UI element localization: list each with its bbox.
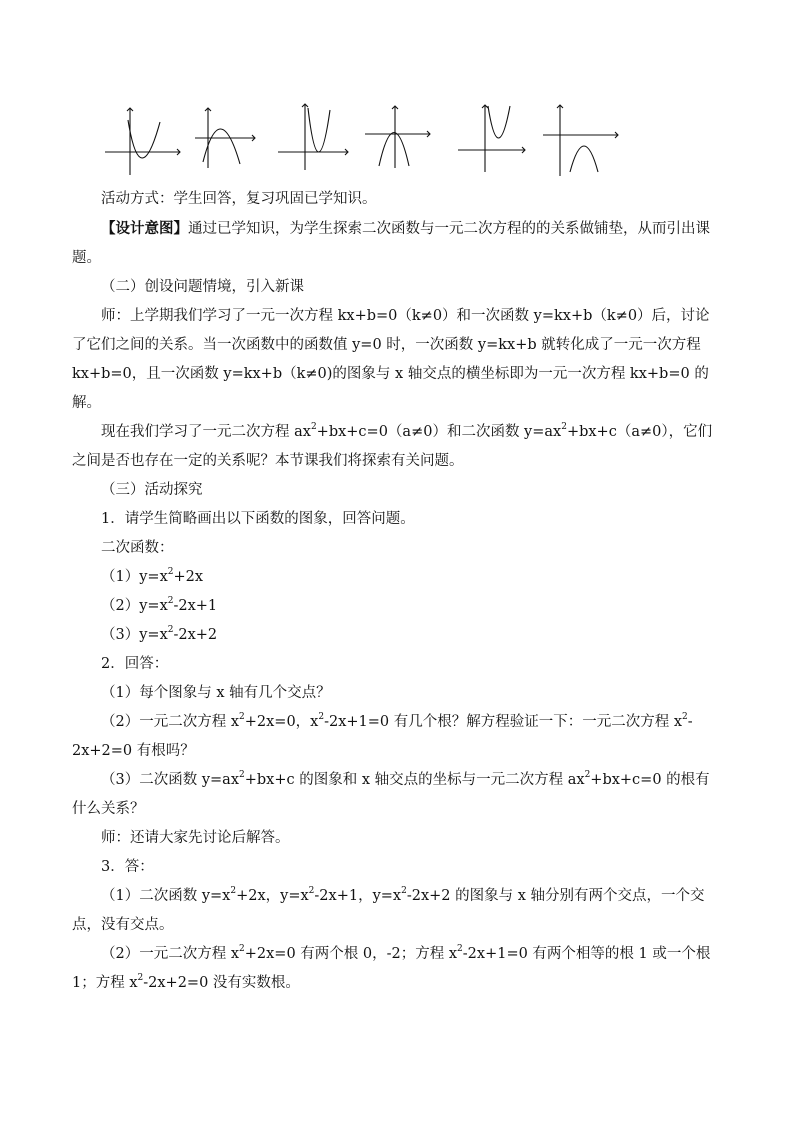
text-run: +bx+c 的图象和 x 轴交点的坐标与一元二次方程 ax <box>244 772 585 788</box>
text-run: 现在我们学习了一元二次方程 ax <box>101 424 311 440</box>
paragraph-p1 <box>72 185 722 214</box>
text-run: 【设计意图】 <box>101 220 188 237</box>
superscript: 2 <box>239 712 245 723</box>
superscript: 2 <box>310 422 317 433</box>
text-run: +bx+c=0（a≠0）和二次函数 y=ax <box>316 424 562 440</box>
text-run: 活动方式：学生回答，复习巩固已学知识。 <box>101 191 377 207</box>
text-run: 1．请学生简略画出以下函数的图象，回答问题。 <box>101 511 415 527</box>
text-run: （1）每个图象与 x 轴有几个交点？ <box>101 685 331 701</box>
sketch-1 <box>105 108 180 175</box>
text-run: -2x+2 的图象与 x 轴分别有两个交点，一个交点，没有交点。 <box>72 888 705 933</box>
paragraph-p18 <box>72 882 722 940</box>
lesson-text <box>72 185 722 998</box>
text-run: （2）y=x <box>101 598 168 614</box>
sketch-2 <box>195 108 255 168</box>
paragraph-p19 <box>72 940 722 998</box>
superscript: 2 <box>239 770 245 781</box>
superscript: 2 <box>167 596 174 607</box>
paragraph-p14 <box>72 708 722 766</box>
sketch-3 <box>278 104 348 170</box>
text-run: （三）活动探究 <box>101 482 203 498</box>
text-run: （3）y=x <box>101 627 168 643</box>
text-run: +2x <box>173 569 204 585</box>
superscript: 2 <box>230 886 237 897</box>
parabola-sketches <box>100 100 640 180</box>
superscript: 2 <box>167 625 174 636</box>
text-run: +bx+c（a≠0），它们之间是否也存在一定的关系呢？本节课我们将探索有关问题。 <box>72 424 713 469</box>
text-run: 师：还请大家先讨论后解答。 <box>101 830 290 846</box>
paragraph-p15 <box>72 766 722 824</box>
sketch-5 <box>458 105 525 172</box>
text-run: 师：上学期我们学习了一元一次方程 kx+b=0（k≠0）和一次函数 y=kx+b（k≠0）后，讨论了它们之间的关系。当一次函数中的函数值 y=0 时，一次函数 y=kx+b 就转化成了一元一次方程 kx+b=0，且一次函数 y=kx+b（k≠0)的图象与 x 轴交点的横坐标即为一元一次方程 kx+b=0 的解。 <box>72 308 710 411</box>
superscript: 2 <box>137 973 144 984</box>
text-run: （2）一元二次方程 x <box>101 946 240 962</box>
text-run: （1）二次函数 y=x <box>101 888 231 904</box>
paragraph-p4 <box>72 302 722 418</box>
superscript: 2 <box>457 944 463 955</box>
text-run: -2x+1=0 有几个根？解方程验证一下：一元二次方程 x <box>324 714 683 730</box>
paragraph-p9 <box>72 563 722 592</box>
text-run: +2x=0，x <box>244 714 319 730</box>
superscript: 2 <box>308 886 315 897</box>
text-run: +bx+c=0 的根有什么关系？ <box>72 772 710 817</box>
text-run: 通过已学知识，为学生探索二次函数与一元二次方程的的关系做铺垫，从而引出课题。 <box>72 221 710 266</box>
text-run: -2x+1 <box>173 598 218 614</box>
paragraph-p7 <box>72 505 722 534</box>
text-run: +2x=0 有两个根 0，-2；方程 x <box>244 946 458 962</box>
text-run: （3）二次函数 y=ax <box>101 772 239 788</box>
paragraph-p17 <box>72 853 722 882</box>
paragraph-p8 <box>72 534 722 563</box>
text-run: （2）一元二次方程 x <box>101 714 240 730</box>
paragraph-p5 <box>72 418 722 476</box>
superscript: 2 <box>239 944 245 955</box>
paragraph-p6 <box>72 476 722 505</box>
parabola-sketch-group <box>100 100 640 180</box>
paragraph-p2 <box>72 214 722 273</box>
text-run: -2x+1=0 有两个相等的根 1 或一个根 1；方程 x <box>72 946 711 991</box>
superscript: 2 <box>682 712 688 723</box>
text-run: -2x+1，y=x <box>314 888 402 904</box>
paragraph-p12 <box>72 650 722 679</box>
paragraph-p3 <box>72 273 722 302</box>
text-run: +2x，y=x <box>236 888 309 904</box>
text-run: -2x+2=0 没有实数根。 <box>143 975 300 991</box>
paragraph-p11 <box>72 621 722 650</box>
superscript: 2 <box>318 712 325 723</box>
superscript: 2 <box>561 422 567 433</box>
text-run: 3．答： <box>101 859 154 875</box>
text-run: -2x+2 <box>173 627 218 643</box>
text-run: （二）创设问题情境，引入新课 <box>101 279 304 295</box>
text-run: 二次函数： <box>101 540 174 556</box>
superscript: 2 <box>167 567 174 578</box>
text-run: -2x+2=0 有根吗？ <box>72 714 693 759</box>
text-run: 2．回答： <box>101 656 169 672</box>
paragraph-p16 <box>72 824 722 853</box>
text-run: （1）y=x <box>101 569 168 585</box>
paragraph-p13 <box>72 679 722 708</box>
paragraph-p10 <box>72 592 722 621</box>
sketch-4 <box>365 106 430 168</box>
sketch-6 <box>543 105 618 176</box>
superscript: 2 <box>584 770 591 781</box>
superscript: 2 <box>401 886 407 897</box>
